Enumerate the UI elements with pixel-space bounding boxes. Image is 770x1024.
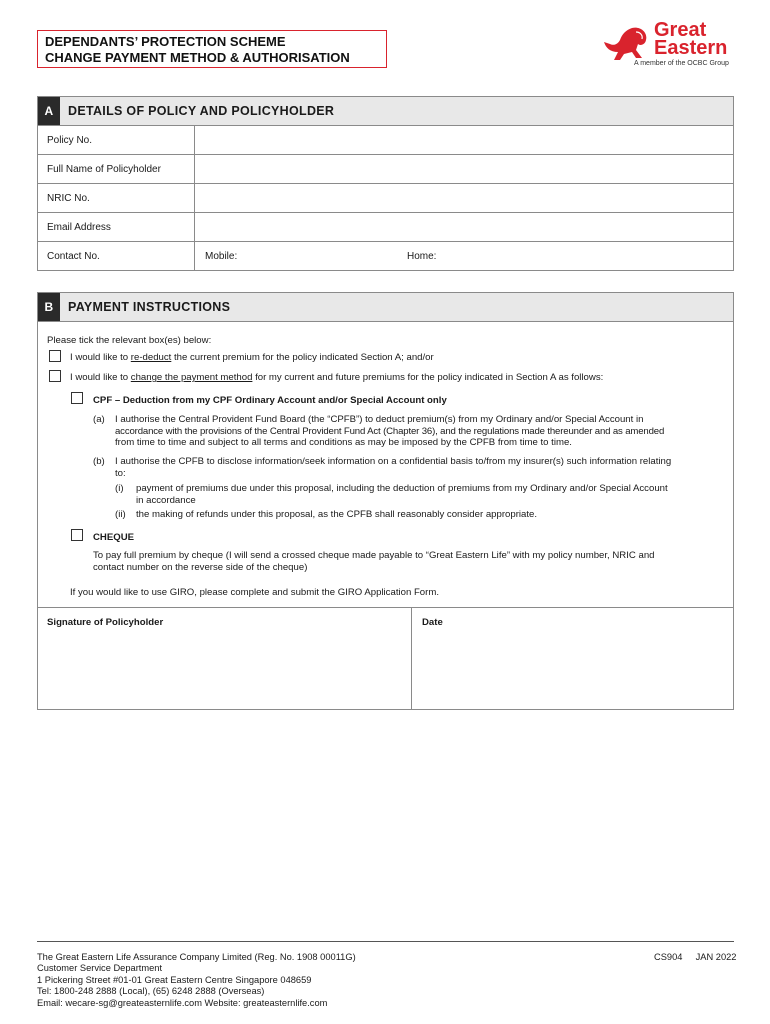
logo-name-line1: Great: [654, 19, 707, 41]
home-label: Home:: [407, 250, 437, 262]
company-address: [37, 952, 356, 1009]
giro-note: If you would like to use GIRO, please complete and submit the GIRO Application Form.: [70, 587, 439, 598]
cpf-b-ii-line1: the making of refunds under this proposal, as the CPFB shall reasonably consider appropriate.: [136, 509, 538, 520]
cpf-a-label: (a): [93, 414, 105, 425]
cpf-b-i-label: (i): [115, 483, 124, 494]
tick-instructions: Please tick the relevant box(es) below:: [47, 335, 212, 346]
cpf-a-line3: from time to time and subject to all terms and conditions as may be imposed by the CPFB from time to time.: [115, 437, 572, 448]
signature-date-divider: [411, 607, 412, 709]
section-b: [37, 292, 734, 710]
section-b-title: PAYMENT INSTRUCTIONS: [68, 300, 231, 314]
email-field[interactable]: [195, 213, 733, 241]
signature-field[interactable]: [39, 633, 409, 707]
opt1-underlined: re-deduct: [130, 352, 172, 363]
cheque-line1: To pay full premium by cheque (I will send a crossed cheque made payable to “Great Eastern Life” with my policy number, NRIC and: [93, 550, 655, 561]
section-a-header: [38, 97, 733, 126]
footer-rule: [37, 941, 734, 942]
contact-field[interactable]: [195, 242, 733, 270]
full-name-row: [38, 155, 733, 184]
date-field[interactable]: [414, 633, 730, 707]
cpf-title: CPF – Deduction from my CPF Ordinary Account and/or Special Account only: [93, 395, 447, 406]
contact-label: Contact No.: [38, 242, 195, 270]
section-b-letter: B: [38, 293, 60, 321]
cheque-checkbox[interactable]: [71, 529, 83, 541]
cpf-b-ii-label: (ii): [115, 509, 126, 520]
footer-department: Customer Service Department: [37, 963, 163, 974]
section-a-letter: A: [38, 97, 60, 125]
policy-no-label: Policy No.: [38, 126, 195, 154]
cheque-title: CHEQUE: [93, 532, 135, 543]
form-title-line2: CHANGE PAYMENT METHOD & AUTHORISATION: [45, 50, 350, 65]
form-title-box: [37, 30, 387, 68]
footer-company: The Great Eastern Life Assurance Company Limited (Reg. No. 1908 00011G): [37, 952, 356, 962]
re-deduct-checkbox[interactable]: [49, 350, 61, 362]
logo-name-line2: Eastern: [654, 37, 728, 59]
cpf-b-line1: I authorise the CPFB to disclose information/seek information on a confidential basis to/from my insurer(s) such information relating: [115, 456, 672, 467]
policy-no-field[interactable]: [195, 126, 733, 154]
full-name-label: Full Name of Policyholder: [38, 155, 195, 183]
form-code: CS904: [654, 952, 683, 962]
opt2-text-post: for my current and future premiums for the policy indicated in Section A as follows:: [252, 372, 604, 383]
section-a-title: DETAILS OF POLICY AND POLICYHOLDER: [68, 104, 335, 118]
opt2-underlined: change the payment method: [130, 372, 253, 383]
form-date: JAN 2022: [695, 952, 737, 962]
logo-tagline: A member of the OCBC Group: [634, 60, 729, 67]
change-method-checkbox[interactable]: [49, 370, 61, 382]
cheque-line2: contact number on the reverse side of the cheque): [93, 561, 308, 573]
cpf-a-line2: accordance with the provisions of the Central Provident Fund Act (Chapter 36), and the regulations made thereunder and as amended: [115, 425, 665, 437]
footer-street: 1 Pickering Street #01-01 Great Eastern Centre Singapore 048659: [37, 974, 312, 985]
opt1-text-post: the current premium for the policy indicated Section A; and/or: [171, 352, 434, 363]
opt1-text-pre: I would like to: [70, 352, 131, 363]
opt2-text-pre: I would like to: [70, 372, 131, 383]
re-deduct-option: [70, 352, 434, 364]
great-eastern-logo: [600, 18, 740, 72]
policy-no-row: [38, 126, 733, 155]
signature-divider: [38, 607, 733, 608]
section-a: [37, 96, 734, 271]
lion-icon: [602, 24, 650, 64]
section-b-header: [38, 293, 733, 322]
cpf-b-line2: to:: [115, 467, 126, 479]
nric-field[interactable]: [195, 184, 733, 212]
cpf-b-i-line1: payment of premiums due under this proposal, including the deduction of premiums from my Ordinary and/or Special Account: [136, 483, 668, 494]
email-row: [38, 213, 733, 242]
signature-label: Signature of Policyholder: [47, 617, 164, 628]
cpf-b-label: (b): [93, 456, 105, 467]
form-title-line1: DEPENDANTS’ PROTECTION SCHEME: [45, 34, 286, 49]
nric-row: [38, 184, 733, 213]
email-label: Email Address: [38, 213, 195, 241]
footer-phone: Tel: 1800-248 2888 (Local), (65) 6248 2888 (Overseas): [37, 986, 265, 997]
form-reference: [654, 952, 736, 963]
date-label: Date: [422, 617, 443, 628]
cpf-checkbox[interactable]: [71, 392, 83, 404]
nric-label: NRIC No.: [38, 184, 195, 212]
footer-email-web: Email: wecare-sg@greateasternlife.com Website: greateasternlife.com: [37, 997, 328, 1008]
mobile-label: Mobile:: [205, 250, 238, 262]
change-method-option: [70, 372, 603, 384]
cpf-a-line1: I authorise the Central Provident Fund Board (the “CPFB”) to deduct premium(s) from my Ordinary and/or Special Account in: [115, 414, 644, 425]
full-name-field[interactable]: [195, 155, 733, 183]
contact-row: [38, 242, 733, 270]
cpf-b-i-line2: in accordance: [136, 494, 196, 506]
